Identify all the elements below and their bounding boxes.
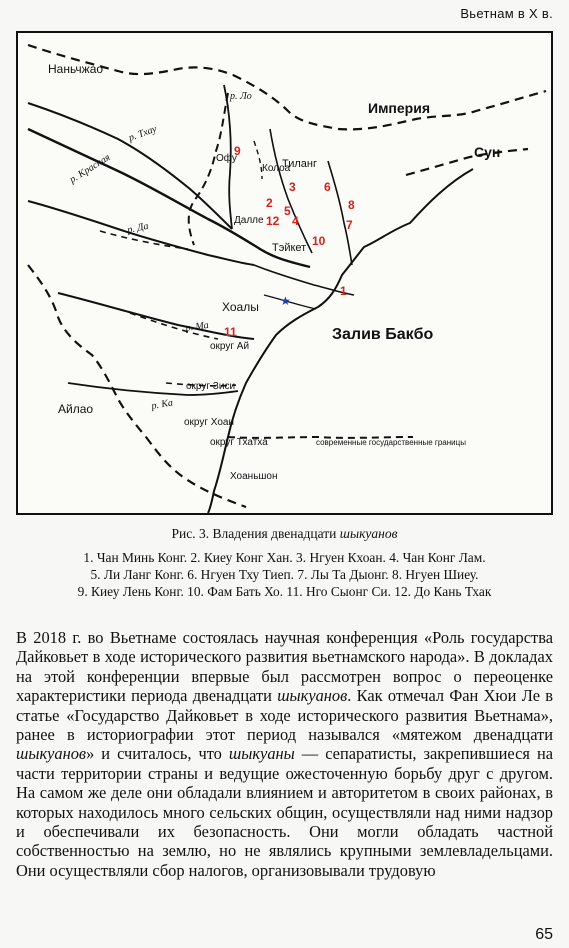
running-head: Вьетнам в X в. [460,6,553,21]
label-okrug-zisi: округ Зиси [186,381,236,392]
label-hoaly: Хоалы [222,300,259,314]
text-run-italic: шыкуаны [228,744,295,764]
border-inner-1 [189,93,228,245]
region-number-11: 11 [224,325,237,339]
text-run: В 2018 г. во Вьетнаме состоялась научная конференция «Роль государства Дайковьет в ходе исторического развития вьетнамского народа». В докладах на этой конференции впервые был рассмотрен вопрос о переоценке характеристики периода двенадцати [16,628,553,706]
label-okrug-ai: округ Ай [210,341,250,352]
text-run: » и считалось, что [86,744,229,764]
region-number-2: 2 [266,196,273,210]
page-number: 65 [535,926,553,943]
caption-italic: шыкуанов [339,526,398,541]
label-nanchzhao: Наньчжао [48,62,104,76]
legend-line: 1. Чан Минь Конг. 2. Киеу Конг Хан. 3. Нгуен Кхоан. 4. Чан Конг Лам. [83,550,486,565]
label-taket: Тэйкет [272,242,307,254]
text-run-italic: шыкуанов [277,686,348,706]
label-imperiya: Империя [368,100,430,116]
historical-map [18,33,551,513]
label-modern-border: современные государственные границы [316,438,466,447]
river-east-2 [328,161,352,265]
region-number-3: 3 [289,180,296,194]
region-number-1: 1 [340,284,347,298]
border-inner-5 [254,141,262,179]
figure-legend [0,549,569,601]
body-paragraph [16,628,553,880]
label-sun: Сун [474,144,501,160]
map-figure [16,31,553,515]
region-number-8: 8 [348,198,355,212]
region-number-6: 6 [324,180,331,194]
label-river-tkhau: р. Тхау [127,123,159,144]
text-run: . Как отмечал Фан Хюи Ле в статье «Государство Дайковьет в ходе исторического развития Вьетнама», ранее в историографии этот период назывался «мятежом двенадцати [16,686,553,745]
figure-caption [0,525,569,542]
border-east [406,149,528,175]
label-river-lo: р. Ло [230,91,252,102]
label-river-ma: р. Ма [184,319,210,334]
label-hoanshon: Хоаньшон [230,471,278,482]
region-number-5: 5 [284,204,291,218]
label-river-ka: р. Ка [150,397,174,412]
region-number-4: 4 [292,214,299,228]
label-ofu: Офу [216,153,237,164]
label-aylao: Айлао [58,402,94,416]
label-zaliv: Залив Бакбо [332,326,434,343]
label-tilang: Тиланг [282,158,318,170]
legend-line: 5. Ли Ланг Конг. 6. Нгуен Тху Тиеп. 7. Лы Та Дыонг. 8. Нгуен Шиеу. [90,567,479,583]
caption-prefix: Рис. 3. Владения двенадцати [171,526,340,541]
label-dalle: Далле [234,215,264,226]
region-number-7: 7 [346,218,353,232]
label-okrug-hoan: округ Хоан [184,417,235,428]
label-kolo: Колоа [262,163,291,174]
text-run: — сепаратисты, закрепившиеся на части территории страны и ведущие ожесточенную борьбу друг с другом. На самом же деле они обладали влиянием и авторитетом в своих районах, в которых находилось много сельских общин, осуществляли над ними надзор и обеспечивали их безопасность. Они могли обладать частной собственностью на землю, но не являлись крупными землевладельцами. Они осуществляли сбор налогов, организовывали трудовую [16,744,553,880]
label-river-krasnaya: р. Красная [67,151,113,186]
region-number-9: 9 [234,144,241,158]
legend-line: 9. Киеу Лень Конг. 10. Фам Бать Хо. 11. Нго Сыонг Си. 12. До Кань Тхак [77,584,492,600]
label-river-da: р. Да [126,220,150,236]
region-number-12: 12 [266,214,280,228]
label-okrug-tkhatkha: округ Тхатха [210,437,268,448]
region-number-10: 10 [312,234,326,248]
capital-star-icon: ★ [280,294,291,308]
text-run-italic: шыкуанов [16,744,87,764]
